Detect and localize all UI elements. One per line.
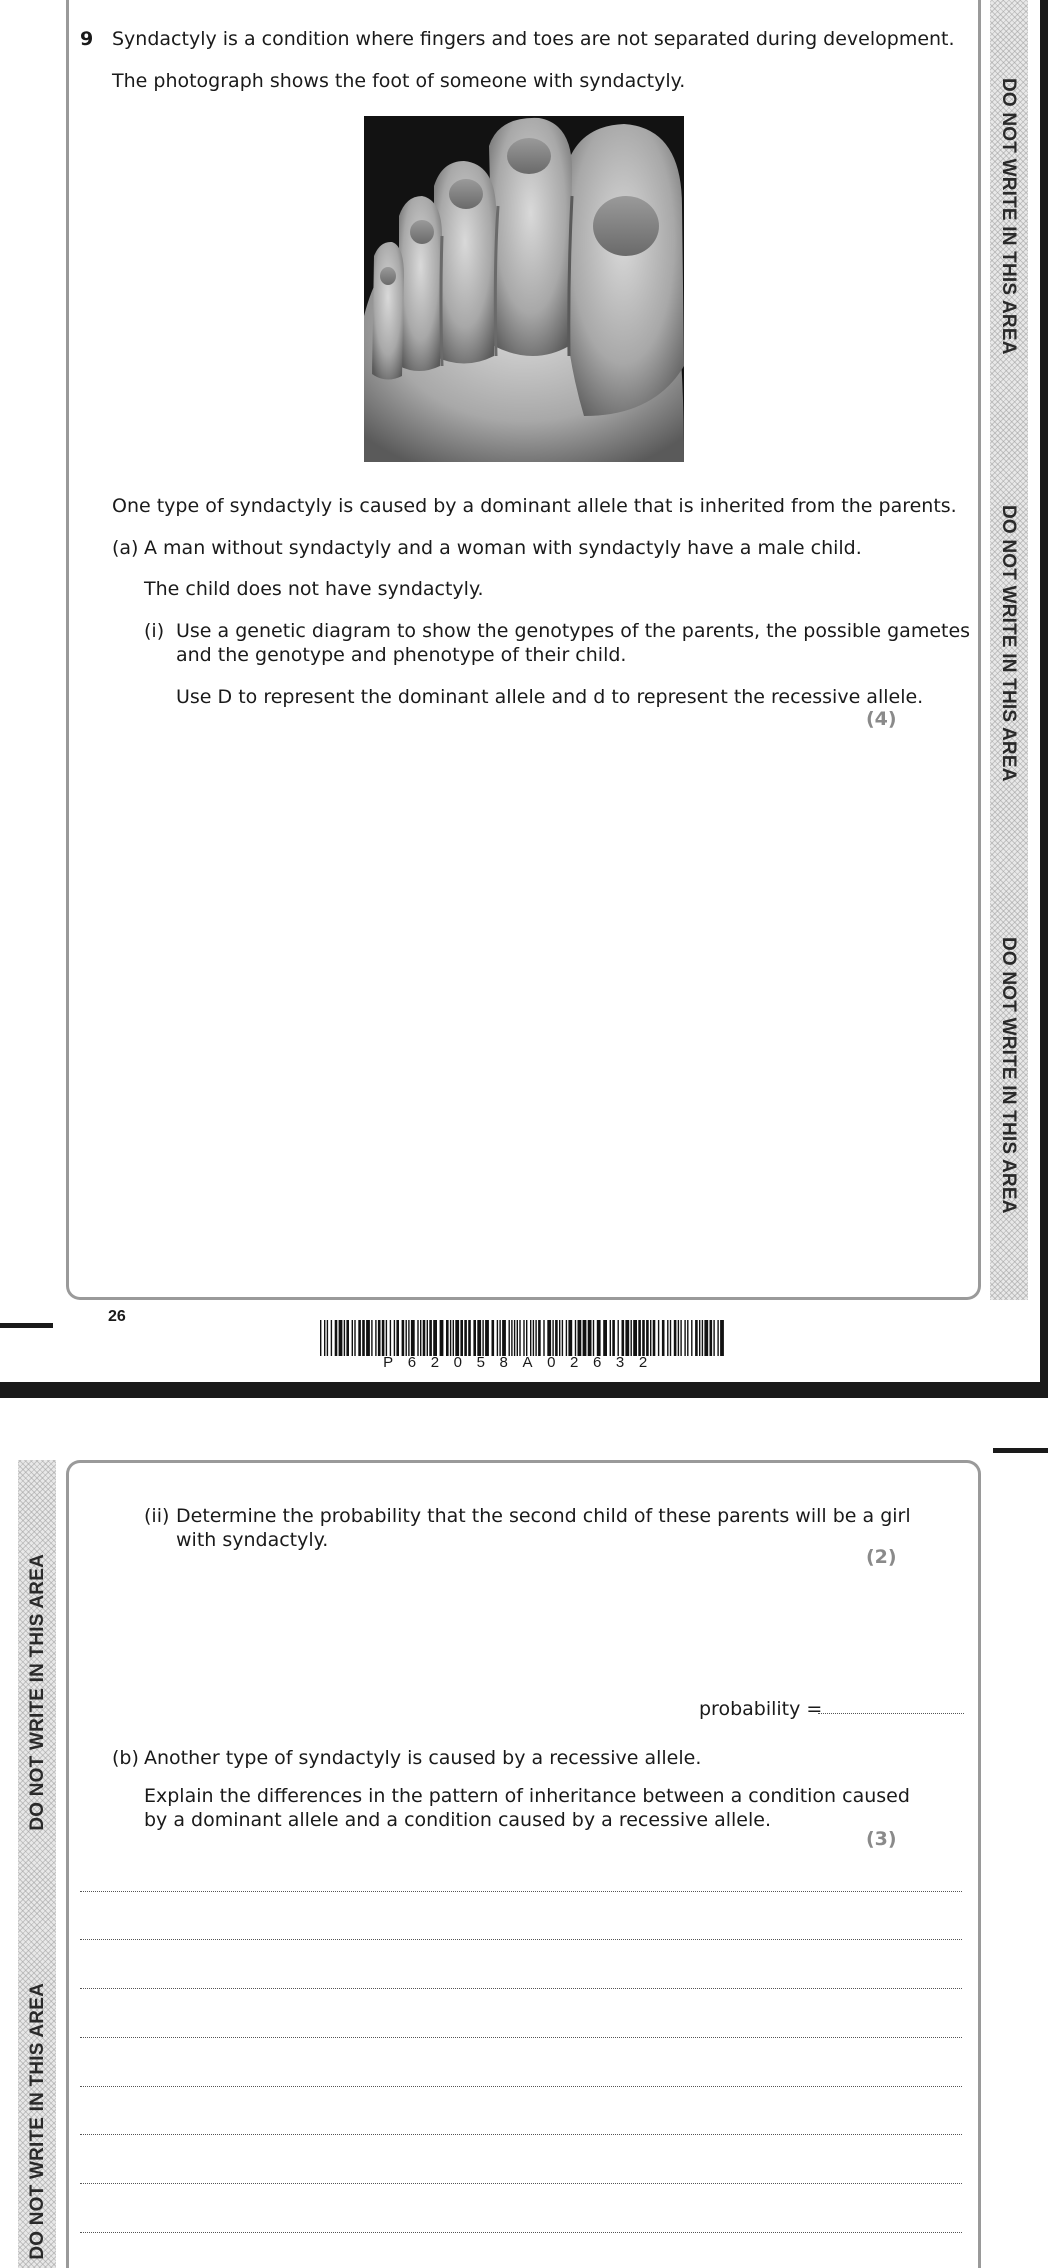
barcode-bar (593, 1320, 594, 1356)
barcode-bar (538, 1320, 541, 1356)
margin-warning: DO NOT WRITE IN THIS AREA (998, 937, 1019, 1214)
barcode-bar (612, 1320, 615, 1356)
marks-a-i: (4) (866, 708, 897, 730)
barcode-bar (450, 1320, 451, 1356)
margin-warning: DO NOT WRITE IN THIS AREA (27, 1983, 48, 2260)
barcode-bar (453, 1320, 454, 1356)
barcode-bar (352, 1320, 353, 1356)
barcode-bar (482, 1320, 483, 1356)
barcode-bar (382, 1320, 385, 1356)
barcode-bar (375, 1320, 376, 1356)
barcode-bar (658, 1320, 659, 1356)
barcode-bar (394, 1320, 395, 1356)
barcode-bar (653, 1320, 656, 1356)
question-intro-photo: The photograph shows the foot of someone with syndactyly. (112, 70, 686, 92)
answer-line[interactable] (80, 2134, 962, 2135)
barcode-bar (429, 1320, 432, 1356)
part-b-text: Another type of syndactyly is caused by a recessive allele. (144, 1747, 702, 1769)
barcode-bar (468, 1320, 471, 1356)
barcode-bar (699, 1320, 700, 1356)
part-a-ii-label: (ii) (144, 1505, 170, 1527)
barcode-bar (509, 1320, 510, 1356)
barcode-bar (650, 1320, 651, 1356)
barcode-bar (578, 1320, 582, 1356)
barcode-bar (473, 1320, 476, 1356)
part-a-i-label: (i) (144, 620, 165, 642)
barcode-bar (646, 1320, 649, 1356)
barcode-bar (366, 1320, 370, 1356)
barcode-bar (497, 1320, 498, 1356)
marks-a-ii: (2) (866, 1546, 897, 1568)
barcode-bar (603, 1320, 607, 1356)
question-stem: One type of syndactyly is caused by a dominant allele that is inherited from the parents. (112, 495, 957, 517)
part-a-text-2: The child does not have syndactyly. (144, 578, 484, 600)
part-b-line2: by a dominant allele and a condition caused by a recessive allele. (144, 1809, 771, 1831)
barcode-bar (408, 1320, 409, 1356)
syndactyly-foot-photo (364, 116, 684, 462)
barcode-bar (362, 1320, 365, 1356)
part-a-i-line1: Use a genetic diagram to show the genotypes of the parents, the possible gametes (176, 620, 971, 642)
barcode-bar (552, 1320, 553, 1356)
margin-warning: DO NOT WRITE IN THIS AREA (27, 1554, 48, 1831)
barcode-bar (358, 1320, 361, 1356)
question-intro: Syndactyly is a condition where fingers and toes are not separated during development. (112, 28, 955, 50)
answer-line[interactable] (80, 1988, 962, 1989)
answer-line[interactable] (80, 1939, 962, 1940)
answer-line[interactable] (80, 2037, 962, 2038)
margin-warning: DO NOT WRITE IN THIS AREA (998, 505, 1019, 782)
page-edge-mark (0, 1323, 53, 1328)
part-a-ii-line1: Determine the probability that the second child of these parents will be a girl (176, 1505, 911, 1527)
barcode-bar (327, 1320, 328, 1356)
barcode-bar (511, 1320, 512, 1356)
marks-b: (3) (866, 1828, 897, 1850)
barcode-text: P62058A02632 (383, 1354, 662, 1371)
barcode-bar (702, 1320, 703, 1356)
part-a-i-line3: Use D to represent the dominant allele and d to represent the recessive allele. (176, 686, 924, 708)
barcode-bar (390, 1320, 391, 1356)
barcode-bar (670, 1320, 671, 1356)
answer-frame (66, 1460, 981, 2268)
barcode-bar (464, 1320, 467, 1356)
barcode-bar (618, 1320, 619, 1356)
part-a-ii-line2: with syndactyly. (176, 1529, 329, 1551)
barcode-bar (547, 1320, 551, 1356)
barcode-bar (633, 1320, 637, 1356)
part-b-line1: Explain the differences in the pattern of inheritance between a condition caused (144, 1785, 910, 1807)
barcode-bar (622, 1320, 625, 1356)
barcode-bar (331, 1320, 332, 1356)
question-number: 9 (80, 28, 94, 50)
barcode-bar (346, 1320, 349, 1356)
part-a-label: (a) (112, 537, 139, 559)
barcode-bar (543, 1320, 544, 1356)
barcode-bar (440, 1320, 444, 1356)
barcode-bar (566, 1320, 567, 1356)
foot-image (364, 116, 684, 462)
barcode-bar (492, 1320, 495, 1356)
barcode-bar (455, 1320, 459, 1356)
barcode-bar (667, 1320, 668, 1356)
barcode-bar (446, 1320, 449, 1356)
barcode-bar (625, 1320, 629, 1356)
barcode-bar (417, 1320, 418, 1356)
barcode-bar (597, 1320, 601, 1356)
answer-line[interactable] (80, 1891, 962, 1892)
barcode-bar (406, 1320, 407, 1356)
barcode-bar (423, 1320, 426, 1356)
barcode-bar (575, 1320, 576, 1356)
barcode-bar (717, 1320, 718, 1356)
barcode-bar (523, 1320, 524, 1356)
barcode-bar (687, 1320, 688, 1356)
barcode-bar (562, 1320, 563, 1356)
answer-line[interactable] (80, 2086, 962, 2087)
page-edge-mark (993, 1448, 1048, 1453)
answer-line[interactable] (80, 2183, 962, 2184)
barcode-bar (433, 1320, 437, 1356)
barcode-bar (324, 1320, 325, 1356)
barcode-bar (678, 1320, 679, 1356)
barcode-bar (339, 1320, 343, 1356)
page-number: 26 (108, 1308, 126, 1325)
barcode-bar (477, 1320, 481, 1356)
barcode-bar (402, 1320, 405, 1356)
probability-label: probability = (699, 1698, 823, 1720)
barcode-bar (514, 1320, 515, 1356)
exam-page-27 (0, 1398, 1048, 2268)
barcode-bar (420, 1320, 421, 1356)
barcode (320, 1320, 725, 1356)
barcode-bar (674, 1320, 677, 1356)
barcode-bar (695, 1320, 698, 1356)
barcode-bar (704, 1320, 708, 1356)
barcode-bar (335, 1320, 338, 1356)
barcode-bar (559, 1320, 560, 1356)
barcode-bar (530, 1320, 531, 1356)
barcode-bar (485, 1320, 489, 1356)
barcode-bar (519, 1320, 520, 1356)
barcode-bar (378, 1320, 381, 1356)
barcode-bar (386, 1320, 387, 1356)
barcode-bar (631, 1320, 632, 1356)
barcode-bar (680, 1320, 681, 1356)
barcode-bar (526, 1320, 527, 1356)
barcode-bar (642, 1320, 645, 1356)
barcode-bar (684, 1320, 685, 1356)
answer-line[interactable] (80, 2232, 962, 2233)
barcode-bar (344, 1320, 345, 1356)
barcode-bar (691, 1320, 692, 1356)
part-a-i-line2: and the genotype and phenotype of their child. (176, 644, 627, 666)
barcode-bar (555, 1320, 558, 1356)
barcode-bar (568, 1320, 572, 1356)
barcode-bar (460, 1320, 463, 1356)
part-a-text: A man without syndactyly and a woman with syndactyly have a male child. (144, 537, 862, 559)
probability-answer-line[interactable] (818, 1713, 964, 1714)
barcode-bar (720, 1320, 724, 1356)
barcode-bar (320, 1320, 321, 1356)
barcode-bar (713, 1320, 714, 1356)
barcode-bar (710, 1320, 713, 1356)
barcode-bar (371, 1320, 372, 1356)
barcode-bar (535, 1320, 536, 1356)
barcode-bar (517, 1320, 518, 1356)
barcode-bar (427, 1320, 428, 1356)
barcode-bar (662, 1320, 665, 1356)
barcode-bar (411, 1320, 415, 1356)
part-b-label: (b) (112, 1747, 139, 1769)
barcode-bar (638, 1320, 641, 1356)
barcode-bar (502, 1320, 506, 1356)
barcode-bar (354, 1320, 355, 1356)
barcode-bar (583, 1320, 587, 1356)
barcode-bar (610, 1320, 611, 1356)
barcode-bar (499, 1320, 500, 1356)
barcode-bar (588, 1320, 592, 1356)
barcode-bar (396, 1320, 399, 1356)
margin-warning: DO NOT WRITE IN THIS AREA (998, 78, 1019, 355)
barcode-bar (533, 1320, 534, 1356)
